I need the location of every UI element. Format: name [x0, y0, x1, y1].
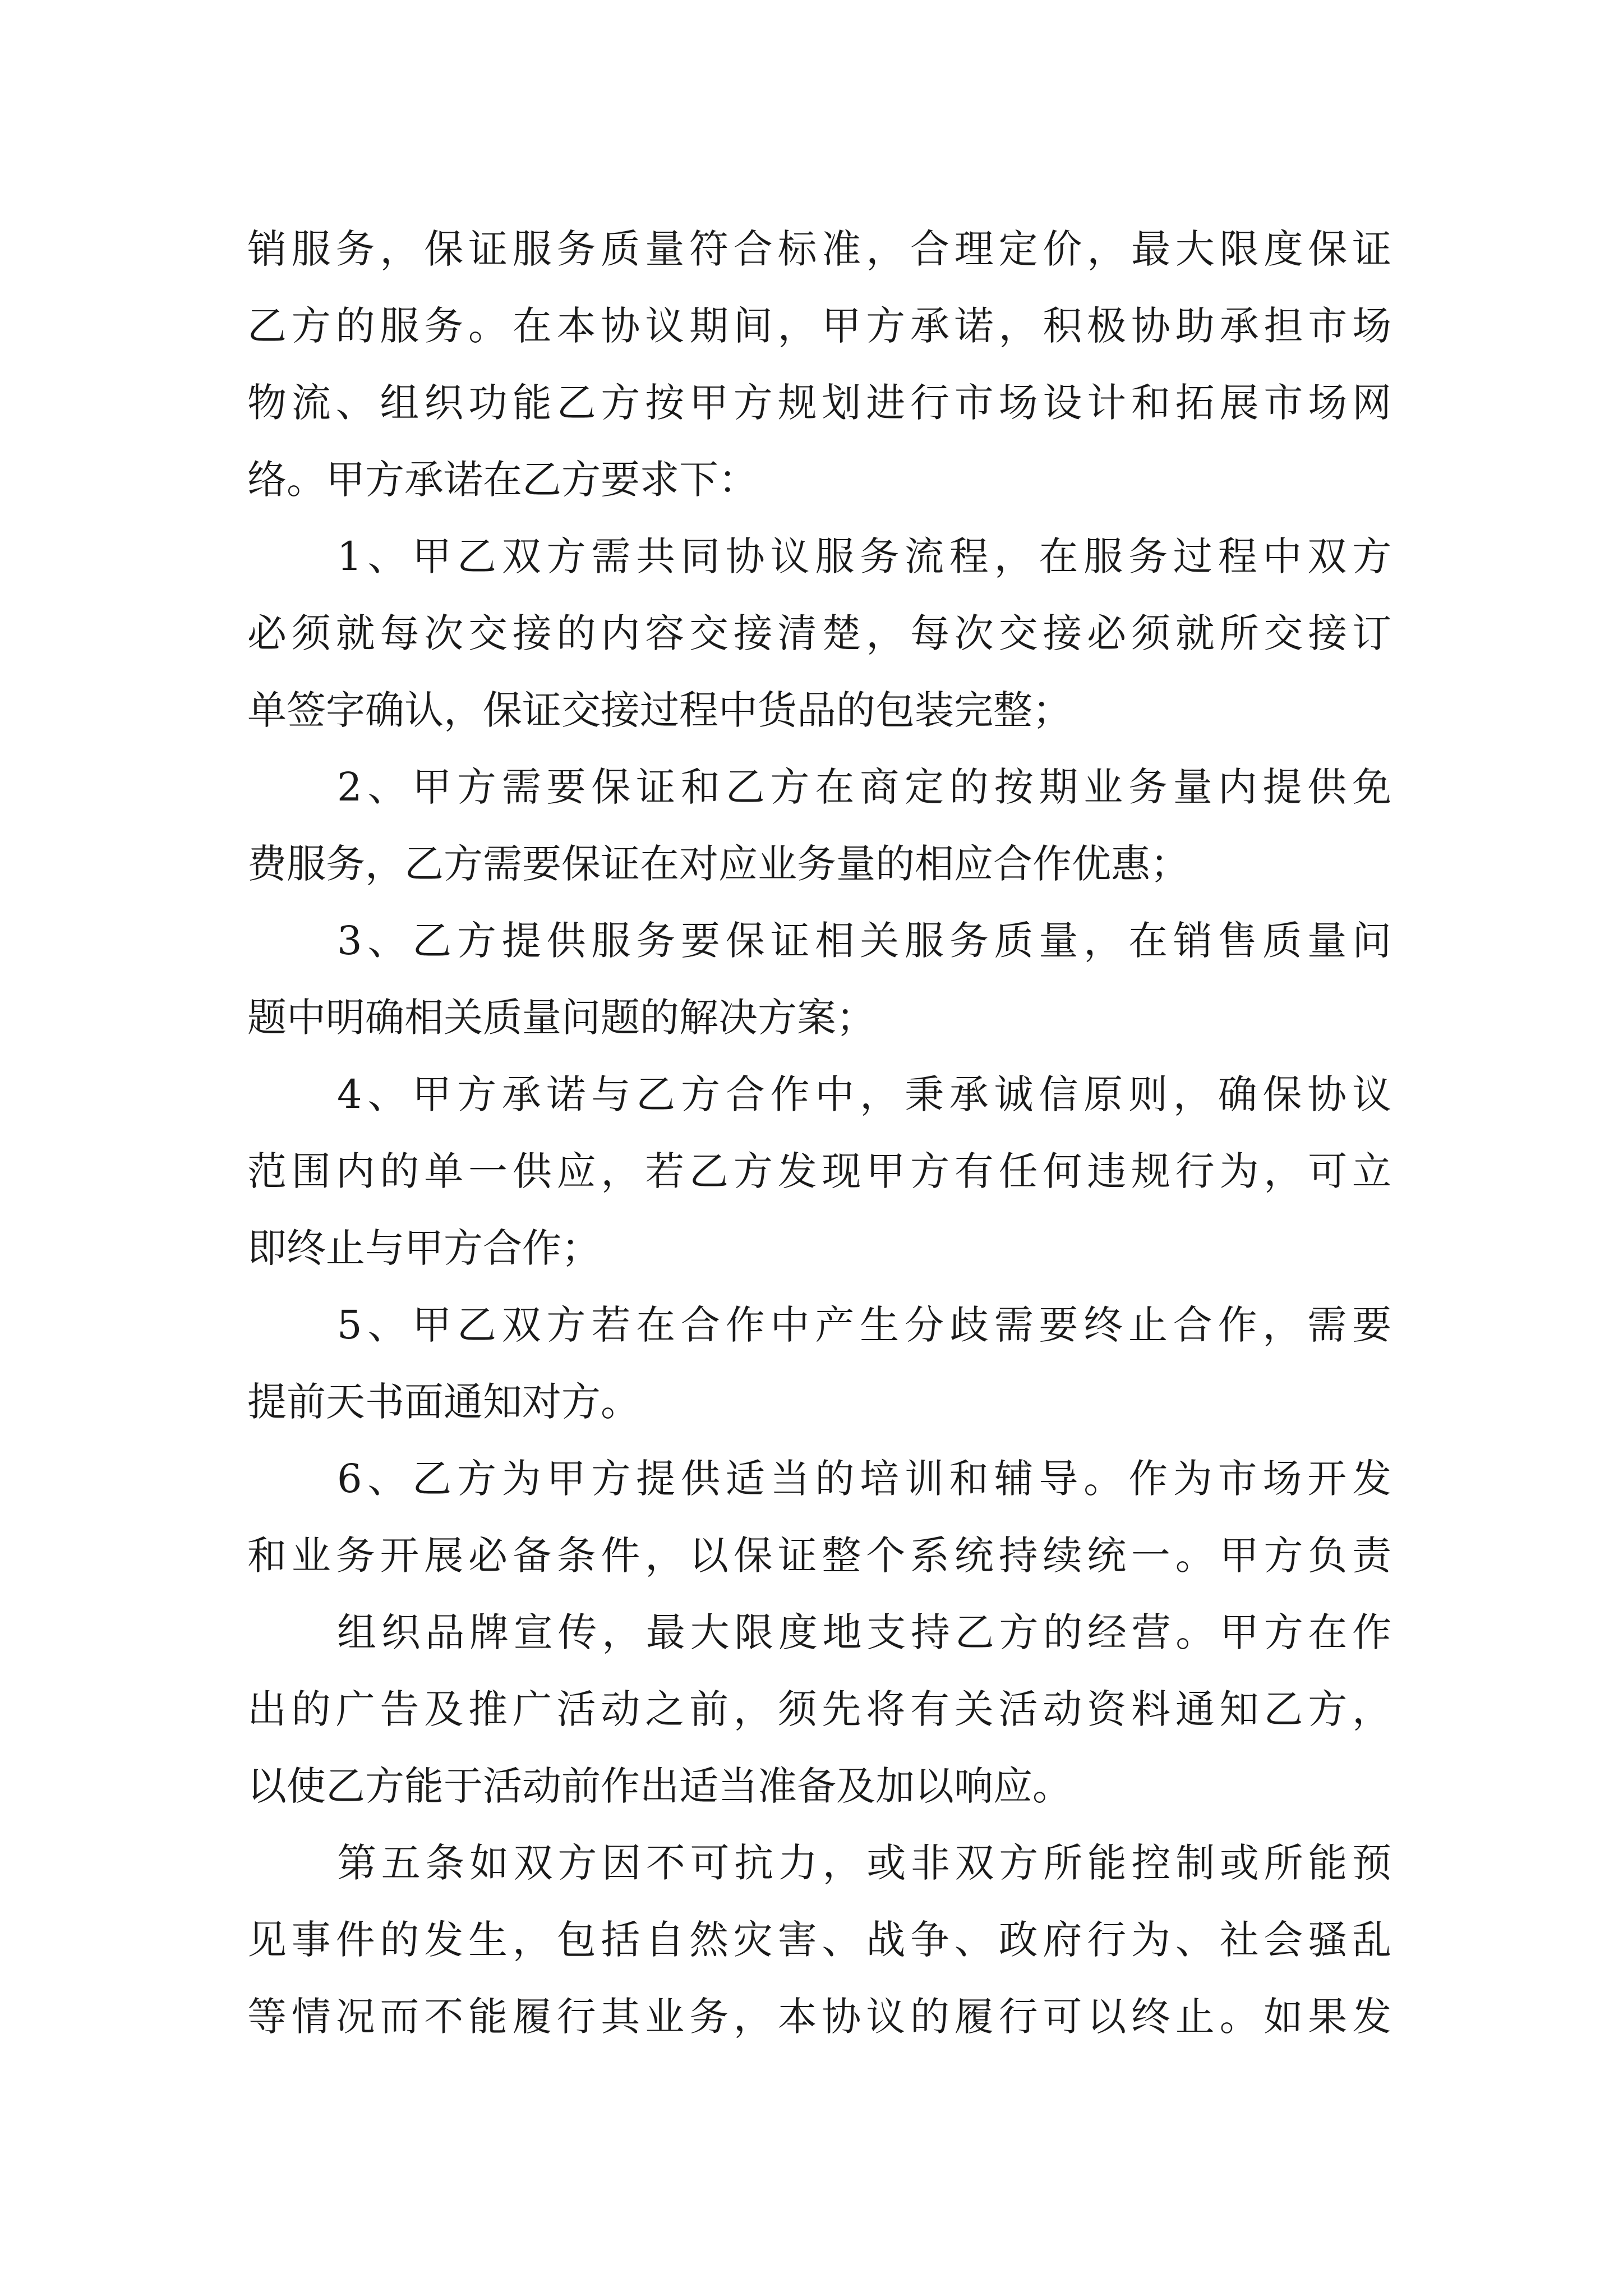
- text-line: 必须就每次交接的内容交接清楚，每次交接必须就所交接订: [247, 610, 1391, 656]
- text-line: 3、乙方提供服务要保证相关服务质量，在销售质量问: [337, 918, 1391, 964]
- text-line: 提前天书面通知对方。: [247, 1379, 640, 1425]
- text-line: 即终止与甲方合作；: [247, 1225, 601, 1271]
- text-line: 4、甲方承诺与乙方合作中，秉承诚信原则，确保协议: [337, 1071, 1391, 1117]
- text-line: 范围内的单一供应，若乙方发现甲方有任何违规行为，可立: [247, 1148, 1391, 1194]
- text-line: 见事件的发生，包括自然灾害、战争、政府行为、社会骚乱: [247, 1917, 1391, 1963]
- text-line: 费服务，乙方需要保证在对应业务量的相应合作优惠；: [247, 841, 1189, 887]
- text-line: 第五条如双方因不可抗力，或非双方所能控制或所能预: [337, 1840, 1391, 1886]
- text-line: 5、甲乙双方若在合作中产生分歧需要终止合作，需要: [337, 1302, 1391, 1348]
- text-line: 2、甲方需要保证和乙方在商定的按期业务量内提供免: [337, 764, 1391, 810]
- text-line: 6、乙方为甲方提供适当的培训和辅导。作为市场开发: [337, 1456, 1391, 1502]
- text-line: 乙方的服务。在本协议期间，甲方承诺，积极协助承担市场: [247, 303, 1391, 349]
- text-line: 出的广告及推广活动之前，须先将有关活动资料通知乙方，: [247, 1686, 1391, 1732]
- text-line: 络。甲方承诺在乙方要求下：: [247, 457, 758, 503]
- text-line: 和业务开展必备条件，以保证整个系统持续统一。甲方负责: [247, 1533, 1391, 1579]
- text-line: 物流、组织功能乙方按甲方规划进行市场设计和拓展市场网: [247, 380, 1391, 426]
- text-line: 等情况而不能履行其业务，本协议的履行可以终止。如果发: [247, 1994, 1391, 2040]
- text-line: 1、甲乙双方需共同协议服务流程，在服务过程中双方: [337, 533, 1391, 579]
- text-line: 以使乙方能于活动前作出适当准备及加以响应。: [247, 1763, 1072, 1809]
- text-line: 单签字确认，保证交接过程中货品的包装完整；: [247, 687, 1072, 733]
- text-line: 销服务，保证服务质量符合标准，合理定价，最大限度保证: [247, 226, 1391, 272]
- text-line: 题中明确相关质量问题的解决方案；: [247, 995, 875, 1041]
- text-line: 组织品牌宣传，最大限度地支持乙方的经营。甲方在作: [337, 1609, 1391, 1655]
